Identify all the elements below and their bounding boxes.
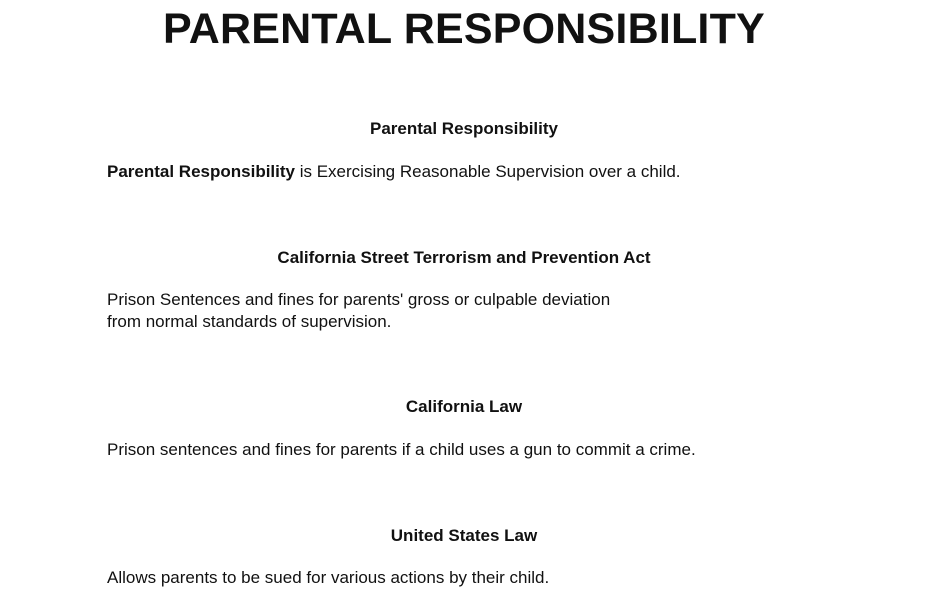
definition-text: is Exercising Reasonable Supervision over a child. [295, 162, 681, 181]
body-line: Prison Sentences and fines for parents' gross or culpable deviation [107, 290, 611, 309]
section-heading-united-states-law: United States Law [390, 526, 538, 545]
section-body-united-states-law: Allows parents to be sued for various actions by their child. [107, 568, 550, 587]
definition-term: Parental Responsibility [107, 162, 295, 181]
body-line: from normal standards of supervision. [107, 312, 392, 331]
section-body-california-street-terrorism [107, 289, 610, 333]
section-heading-parental-responsibility: Parental Responsibility [370, 119, 558, 138]
section-heading-california-street-terrorism: California Street Terrorism and Prevention Act [277, 248, 651, 267]
section-body-california-law: Prison sentences and fines for parents if a child uses a gun to commit a crime. [107, 440, 696, 459]
section-body-parental-responsibility [107, 161, 681, 183]
section-heading-california-law: California Law [405, 397, 523, 416]
page-title: PARENTAL RESPONSIBILITY [163, 5, 765, 53]
